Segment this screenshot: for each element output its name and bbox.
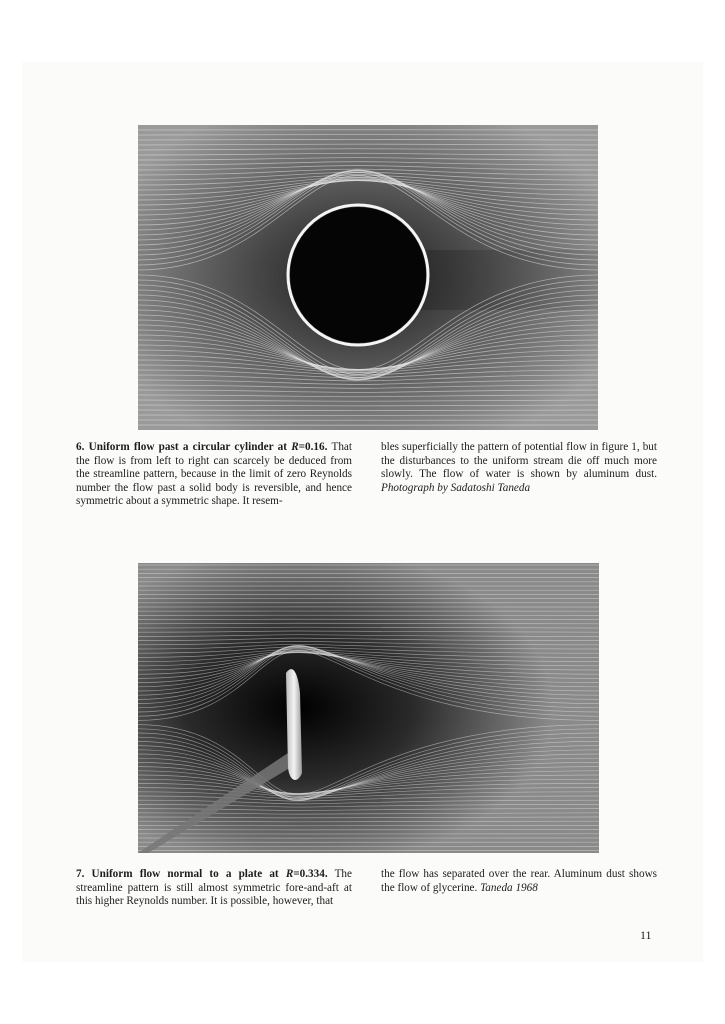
streamline xyxy=(138,623,599,624)
figure-6-number: 6. xyxy=(76,441,85,453)
figure-6-title: Uniform flow past a circular cylinder at xyxy=(88,441,292,453)
figure-7-photo xyxy=(138,563,599,853)
figure-7-caption-left xyxy=(76,868,352,909)
figure-6-photo xyxy=(138,125,598,430)
figure-7-text-left: The streamline pattern is still almost symmetric fore-and-aft at this higher Reynolds number. It is possible, however, that xyxy=(76,868,352,908)
figure-7-reynolds-symbol: R xyxy=(285,868,294,880)
figure-7-reynolds-value: =0.334. xyxy=(293,868,328,880)
figure-6-credit: Photograph by Sadatoshi Taneda xyxy=(381,481,531,494)
figure-6-text-right: bles superficially the pattern of potential flow in figure 1, but the disturbances to the uniform stream die off much more slowly. The flow of water is shown by aluminum dust. xyxy=(381,441,657,481)
figure-7-number: 7. xyxy=(76,868,85,880)
figure-6-reynolds-symbol: R xyxy=(291,441,299,453)
figure-7-credit: Taneda 1968 xyxy=(480,881,538,894)
figure-7-caption-right xyxy=(381,868,657,895)
figure-7-text-right: the flow has separated over the rear. Aluminum dust shows the flow of glycerine. xyxy=(381,868,657,894)
page-number: 11 xyxy=(640,928,652,942)
figure-7-title: Uniform flow normal to a plate at xyxy=(91,868,286,880)
figure-6-caption-right xyxy=(381,441,657,495)
figure-6-caption-left xyxy=(76,441,352,509)
figure-6-text-left: That the flow is from left to right can scarcely be deduced from the streamline pattern, because in the limit of zero Reynolds number the flow past a solid body is reversible, and hence symmetric about a symmetric shape. It resem- xyxy=(76,441,352,508)
figure-6-reynolds-value: =0.16. xyxy=(298,441,328,453)
